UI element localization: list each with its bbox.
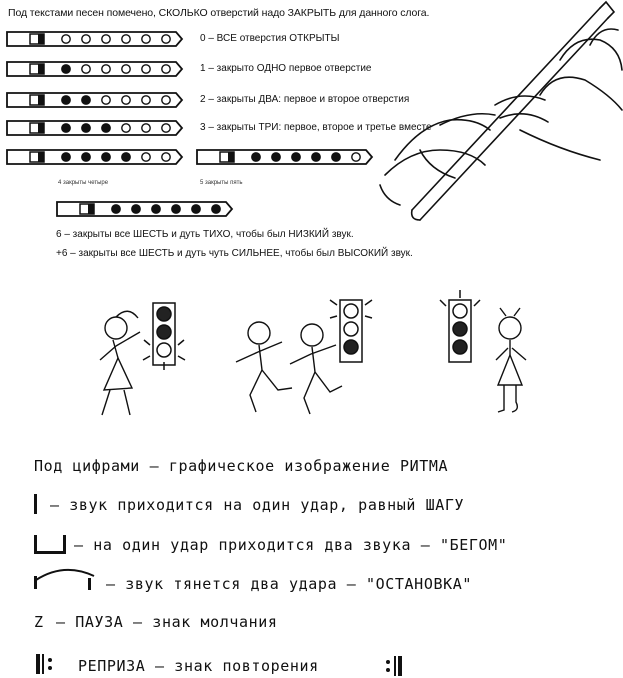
rhythm-pause: – ПАУЗА – знак молчания <box>56 613 278 631</box>
flute-label-4: 4 закрыты четыре <box>58 180 109 186</box>
pause-symbol: Z <box>34 613 44 631</box>
girl-standing-figure <box>496 308 526 412</box>
flute-label-3: 3 – закрыты ТРИ: первое, второе и третье вместе <box>200 122 432 133</box>
rhythm-beat: – звук приходится на один удар, равный ШАГУ <box>50 496 465 514</box>
beat-symbol <box>34 494 37 514</box>
flute-label-2: 2 – закрыты ДВА: первое и второе отверстия <box>200 94 410 105</box>
traffic-light-3 <box>440 290 480 362</box>
girl-walking-figure <box>100 311 140 415</box>
repeat-end-symbol <box>384 654 414 678</box>
rhythm-repeat: РЕПРИЗА – знак повторения <box>78 657 319 675</box>
traffic-light-1 <box>143 303 185 370</box>
run-symbol <box>34 535 66 554</box>
note-six-low: 6 – закрыты все ШЕСТЬ и дуть ТИХО, чтобы был НИЗКИЙ звук. <box>56 229 354 240</box>
stop-symbol <box>30 566 100 590</box>
flute-label-0: 0 – ВСЕ отверстия ОТКРЫТЫ <box>200 33 340 44</box>
running-children-figures <box>236 322 342 414</box>
traffic-light-2 <box>330 300 372 362</box>
rhythm-run: – на один удар приходится два звука – "БЕГОМ" <box>74 536 508 554</box>
note-six-high: +6 – закрыты все ШЕСТЬ и дуть чуть СИЛЬНЕЕ, чтобы был ВЫСОКИЙ звук. <box>56 248 413 259</box>
rhythm-title: Под цифрами – графическое изображение РИТМА <box>34 457 449 475</box>
flute-label-1: 1 – закрыто ОДНО первое отверстие <box>200 63 372 74</box>
flute-label-5: 5 закрыты пять <box>200 180 243 186</box>
intro-text: Под текстами песен помечено, СКОЛЬКО отверстий надо ЗАКРЫТЬ для данного слога. <box>8 7 430 19</box>
rhythm-stop: – звук тянется два удара – "ОСТАНОВКА" <box>106 575 472 593</box>
repeat-start-symbol <box>34 652 64 676</box>
hands-with-flute-illustration <box>380 2 622 220</box>
